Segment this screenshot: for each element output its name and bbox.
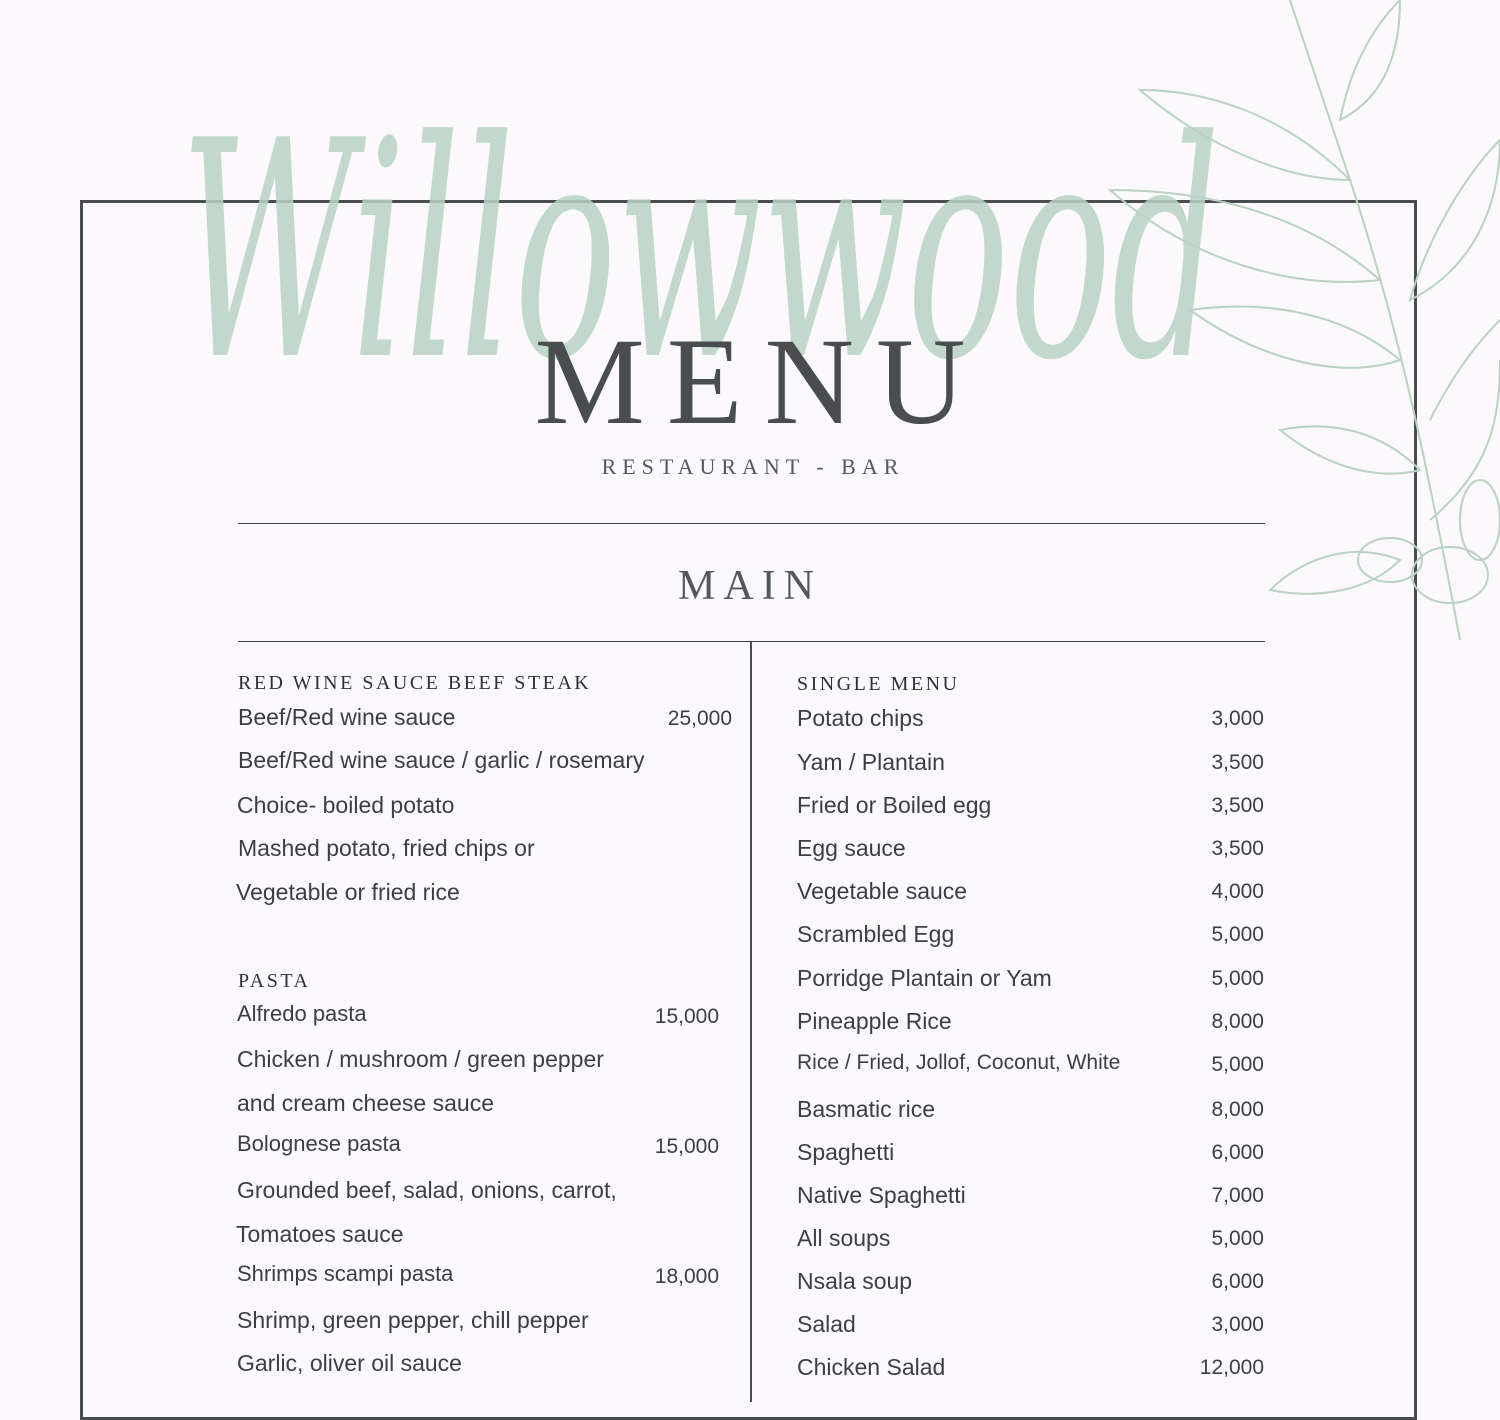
list-item: Beef/Red wine sauce [238, 704, 456, 730]
item-price: 4,000 [1211, 880, 1264, 903]
item-price: 7,000 [1211, 1184, 1264, 1207]
list-item: Chicken Salad [797, 1354, 946, 1380]
item-description: Grounded beef, salad, onions, carrot, [237, 1177, 617, 1203]
item-price: 15,000 [654, 1005, 719, 1028]
divider-top [238, 523, 1265, 524]
item-price: 3,500 [1211, 794, 1264, 817]
item-description: Beef/Red wine sauce / garlic / rosemary [238, 747, 645, 773]
list-item: Vegetable sauce [797, 878, 968, 904]
item-price: 12,000 [1199, 1356, 1264, 1379]
pasta-heading: PASTA [238, 970, 311, 992]
list-item: Salad [797, 1311, 856, 1337]
item-price: 6,000 [1211, 1270, 1264, 1293]
list-item: Pineapple Rice [797, 1008, 952, 1034]
item-description: Vegetable or fried rice [236, 879, 460, 905]
menu-title: MENU [534, 313, 988, 450]
item-price: 8,000 [1211, 1010, 1264, 1033]
item-price: 6,000 [1211, 1141, 1264, 1164]
item-price: 3,500 [1211, 751, 1264, 774]
item-price: 15,000 [654, 1135, 719, 1158]
item-description: and cream cheese sauce [237, 1090, 494, 1116]
item-price: 5,000 [1211, 1227, 1264, 1250]
item-description: Chicken / mushroom / green pepper [237, 1046, 604, 1072]
single-menu-heading: SINGLE MENU [797, 673, 960, 695]
list-item: Scrambled Egg [797, 921, 955, 947]
list-item: Alfredo pasta [237, 1001, 367, 1026]
list-item: Native Spaghetti [797, 1182, 966, 1208]
item-description: Garlic, oliver oil sauce [237, 1350, 462, 1376]
item-price: 5,000 [1211, 967, 1264, 990]
item-price: 5,000 [1211, 923, 1264, 946]
list-item: Yam / Plantain [797, 749, 945, 775]
item-description: Tomatoes sauce [236, 1221, 404, 1247]
list-item: Fried or Boiled egg [797, 792, 992, 818]
item-price: 5,000 [1211, 1053, 1264, 1076]
steak-heading: RED WINE SAUCE BEEF STEAK [238, 672, 592, 694]
item-description: Shrimp, green pepper, chill pepper [237, 1307, 589, 1333]
list-item: Porridge Plantain or Yam [797, 965, 1052, 991]
column-divider [750, 642, 752, 1402]
item-price: 8,000 [1211, 1098, 1264, 1121]
list-item: All soups [797, 1225, 891, 1251]
item-price: 3,000 [1211, 707, 1264, 730]
item-description: Choice- boiled potato [237, 792, 455, 818]
item-description: Mashed potato, fried chips or [238, 835, 535, 861]
list-item: Bolognese pasta [237, 1131, 401, 1156]
list-item: Shrimps scampi pasta [237, 1261, 454, 1286]
item-price: 3,500 [1211, 837, 1264, 860]
list-item: Rice / Fried, Jollof, Coconut, White [797, 1051, 1121, 1074]
list-item: Nsala soup [797, 1268, 913, 1294]
item-price: 3,000 [1211, 1313, 1264, 1336]
svg-text:Willowwood: Willowwood [180, 77, 1220, 415]
list-item: Spaghetti [797, 1139, 895, 1165]
subtitle: RESTAURANT - BAR [601, 454, 905, 479]
item-price: 25,000 [667, 707, 732, 730]
list-item: Potato chips [797, 705, 924, 731]
section-title: MAIN [678, 563, 822, 609]
list-item: Basmatic rice [797, 1096, 936, 1122]
item-price: 18,000 [654, 1265, 719, 1288]
list-item: Egg sauce [797, 835, 906, 861]
